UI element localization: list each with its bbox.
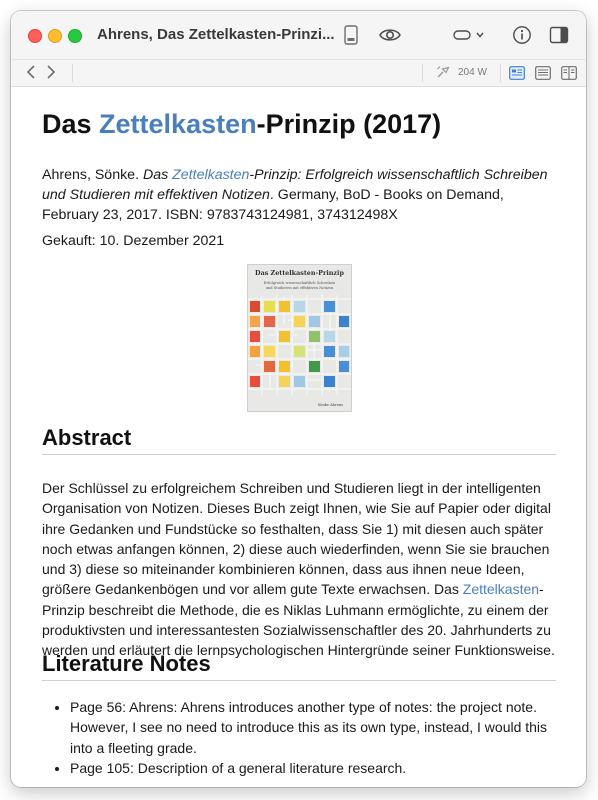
- title-link[interactable]: Zettelkasten: [99, 109, 257, 139]
- abstract-body: Der Schlüssel zu erfolgreichem Schreiben und Studieren liegt in der intelligenten Organisation von Notizen. Dieses Buch zeigt Ihnen, wie Sie auf Papier oder digital ihre Gedanken und Fundstücke so festhalten, dass Sie 1) mit diesen auch später noch etwas anfangen können, 2) diese auch wiederfinden, wenn Sie sie brauchen und 3) diese so miteinander kombinieren können, dass aus ihnen neue Ideen, größere Gedankenbögen und vor allem gute Texte erwachsen. Das: [42, 480, 551, 598]
- minimize-button[interactable]: [48, 29, 62, 43]
- abstract-link[interactable]: Zettelkasten: [462, 581, 540, 598]
- app-window: [11, 11, 586, 787]
- window-title: Ahrens, Das Zettelkasten-Prinzi...: [97, 26, 335, 43]
- typewriter-icon[interactable]: [435, 64, 451, 80]
- cover-subtitle: und Studieren mit effektiven Notizen: [265, 286, 334, 290]
- citation-details: . Germany, BoD - Books on Demand, February 23, 2017. ISBN: 9783743124981, 374312498X: [42, 187, 504, 223]
- info-icon[interactable]: [511, 24, 533, 46]
- sidebar-toggle-icon[interactable]: [343, 25, 359, 45]
- citation-title-text: Das: [142, 167, 173, 183]
- note-title: [42, 109, 441, 140]
- abstract-text: [42, 478, 556, 661]
- preview-eye-icon[interactable]: [378, 26, 402, 44]
- toolbar-divider: [422, 64, 423, 82]
- toolbar-divider: [500, 64, 501, 82]
- purchase-date: Gekauft: 10. Dezember 2021: [42, 233, 225, 249]
- title-text: Das: [42, 109, 100, 139]
- book-cover-image: [247, 264, 352, 412]
- back-arrow-icon[interactable]: [24, 63, 38, 81]
- forward-arrow-icon[interactable]: [44, 63, 58, 81]
- close-button[interactable]: [28, 29, 42, 43]
- cover-subtitle: Erfolgreich wissenschaftlich Schreiben: [263, 281, 336, 285]
- abstract-body: -Prinzip beschreibt die Methode, die es Niklas Luhmann ermöglichte, zu einem der produktivsten und interessantesten Sozialwissenschaftler des 20. Jahrhunderts zu werden und erläutert die lernpsychologischen Hintergründe seiner Funktionsweise.: [42, 581, 555, 659]
- view-mode-split-icon[interactable]: [560, 65, 578, 81]
- citation-author: Ahrens, Sönke.: [42, 167, 143, 183]
- list-item: • Page 56: Ahrens: Ahrens introduces another type of notes: the project note. However, I see no need to introduce this as its own type, instead, I would this into a fleeting grade.: [70, 697, 556, 758]
- title-text: -Prinzip (2017): [256, 109, 442, 139]
- zoom-button[interactable]: [68, 29, 82, 43]
- citation-link[interactable]: Zettelkasten: [172, 167, 250, 183]
- toggle-dropdown-icon[interactable]: [452, 27, 488, 43]
- view-mode-preview-icon[interactable]: [508, 65, 526, 81]
- citation-title-text: -Prinzip: Erfolgreich wissenschaftlich Schreiben und Studieren mit effektiven Notizen: [42, 167, 548, 203]
- secondary-toolbar: [11, 59, 586, 87]
- cover-author: Sönke Ahrens: [317, 403, 343, 407]
- inspector-sidebar-icon[interactable]: [548, 25, 570, 45]
- cover-title: Das Zettelkasten-Prinzip: [255, 269, 344, 277]
- toolbar-divider: [72, 64, 73, 82]
- abstract-heading: Abstract: [42, 425, 556, 455]
- literature-notes-heading: Literature Notes: [42, 651, 556, 681]
- view-mode-editor-icon[interactable]: [534, 65, 552, 81]
- word-count: 204 W: [458, 67, 487, 78]
- literature-notes-list: [42, 697, 556, 778]
- citation: [42, 165, 556, 225]
- title-bar: [11, 11, 586, 59]
- list-item: • Page 105: Description of a general literature research.: [70, 758, 556, 778]
